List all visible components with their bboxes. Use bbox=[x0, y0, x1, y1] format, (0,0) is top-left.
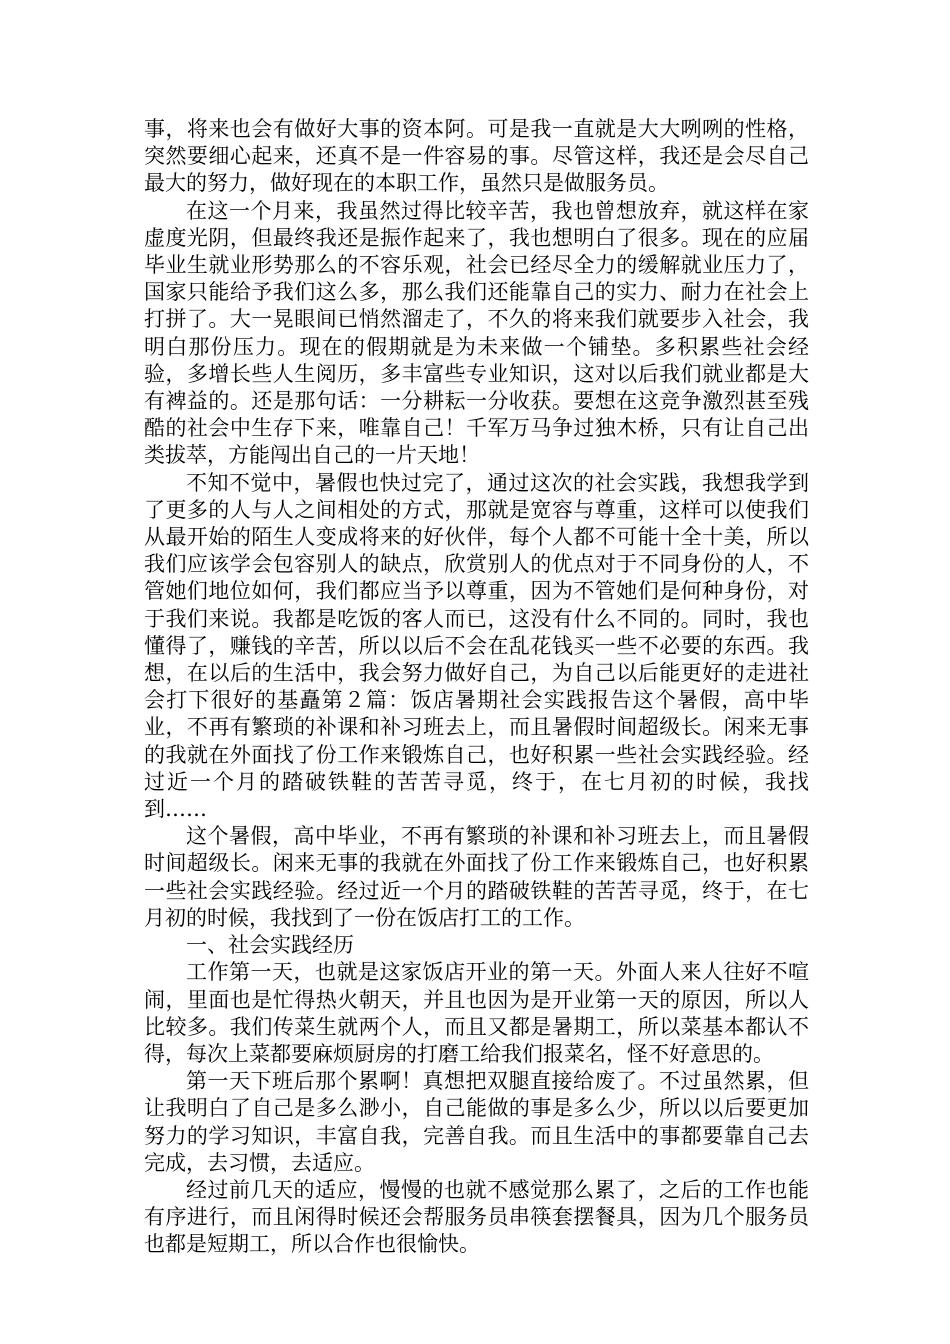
paragraph-2: 在这一个月来，我虽然过得比较辛苦，我也曾想放弃，就这样在家虚度光阴，但最终我还是振作起来了，我也想明白了很多。现在的应届毕业生就业形势那么的不容乐观，社会已经尽全力的缓解就业压力了，国家只能给予我们这么多，那么我们还能靠自己的实力、耐力在社会上打拼了。大一晃眼间已悄然溜走了，不久的将来我们就要步入社会，我明白那份压力。现在的假期就是为未来做一个铺垫。多积累些社会经验，多增长些人生阅历，多丰富些专业知识，这对以后我们就业都是大有裨益的。还是那句话：一分耕耘一分收获。要想在这竞争激烈甚至残酷的社会中生存下来，唯靠自己！千军万马争过独木桥，只有让自己出类拔萃，方能闯出自己的一片天地！ bbox=[144, 198, 809, 468]
paragraph-1: 事，将来也会有做好大事的资本阿。可是我一直就是大大咧咧的性格，突然要细心起来，还真不是一件容易的事。尽管这样，我还是会尽自己最大的努力，做好现在的本职工作，虽然只是做服务员。 bbox=[144, 117, 809, 196]
paragraph-4: 这个暑假，高中毕业，不再有繁琐的补课和补习班去上，而且暑假时间超级长。闲来无事的我就在外面找了份工作来锻炼自己，也好积累一些社会实践经验。经过近一个月的踏破铁鞋的苦苦寻觅，终于，在七月初的时候，我找到了一份在饭店打工的工作。 bbox=[144, 824, 809, 930]
paragraph-6: 第一天下班后那个累啊！真想把双腿直接给废了。不过虽然累，但让我明白了自己是多么渺小，自己能做的事是多么少，所以以后要更加努力的学习知识，丰富自我，完善自我。而且生活中的事都要靠自己去完成，去习惯，去适应。 bbox=[144, 1069, 809, 1175]
section-heading: 一、社会实践经历 bbox=[186, 933, 354, 958]
paragraph-3: 不知不觉中，暑假也快过完了，通过这次的社会实践，我想我学到了更多的人与人之间相处的方式，那就是宽容与尊重，这样可以使我们从最开始的陌生人变成将来的好伙伴，每个人都不可能十全十美，所以我们应该学会包容别人的缺点，欣赏别人的优点对于不同身份的人，不管她们地位如何，我们都应当予以尊重，因为不管她们是何种身份，对于我们来说。我都是吃饭的客人而已，这没有什么不同的。同时，我也懂得了，赚钱的辛苦，所以以后不会在乱花钱买一些不必要的东西。我想，在以后的生活中，我会努力做好自己，为自己以后能更好的走进社会打下很好的基矗第２篇：饭店暑期社会实践报告这个暑假，高中毕业，不再有繁琐的补课和补习班去上，而且暑假时间超级长。闲来无事的我就在外面找了份工作来锻炼自己，也好积累一些社会实践经验。经过近一个月的踏破铁鞋的苦苦寻觅，终于，在七月初的时候，我找到…… bbox=[144, 470, 809, 822]
paragraph-7: 经过前几天的适应，慢慢的也就不感觉那么累了，之后的工作也能有序进行，而且闲得时候还会帮服务员串筷套摆餐具，因为几个服务员也都是短期工，所以合作也很愉快。 bbox=[144, 1177, 809, 1257]
document-body bbox=[144, 116, 809, 1259]
paragraph-5: 工作第一天，也就是这家饭店开业的第一天。外面人来人往好不喧闹，里面也是忙得热火朝天，并且也因为是开业第一天的原因，所以人比较多。我们传菜生就两个人，而且又都是暑期工，所以菜基本都认不得，每次上菜都要麻烦厨房的打磨工给我们报菜名，怪不好意思的。 bbox=[144, 960, 809, 1066]
